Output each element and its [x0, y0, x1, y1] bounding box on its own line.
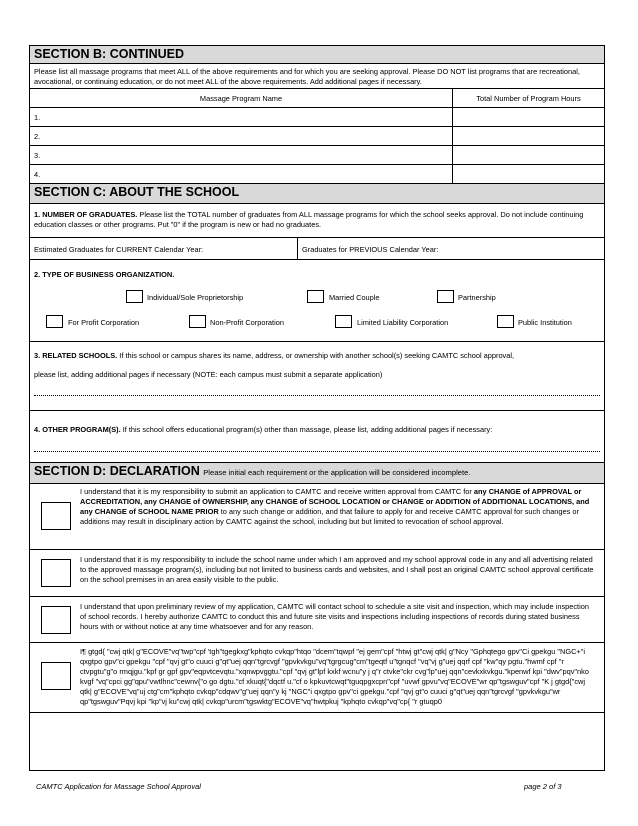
declaration-changes-text-c: to any such change or addition, and that failure to apply for and receive CAMTC approval for such changes or additions may result in disciplinary action by CAMTC against the school, including but but limited to revocation of school approval.	[80, 507, 579, 526]
column-divider	[452, 127, 453, 145]
program-table-header	[30, 89, 604, 108]
column-divider	[452, 165, 453, 183]
related-schools-heading: 3. RELATED SCHOOLS.	[34, 351, 118, 360]
declaration-changes-text-b: any CHANGE of APPROVAL or ACCREDITATION, any CHANGE of OWNERSHIP, any CHANGE of SCHOOL LOCATION or CHANGE or ADDITION of ADDITIONAL LOCATIONS, and any CHANGE of SCHOOL NAME PRIOR	[80, 487, 590, 516]
application-form	[29, 45, 605, 771]
column-divider	[452, 108, 453, 126]
program-name-column-header: Massage Program Name	[199, 94, 283, 103]
for-profit-corporation-label: For Profit Corporation	[68, 318, 140, 327]
business-organization-heading: 2. TYPE OF BUSINESS ORGANIZATION.	[34, 270, 175, 279]
other-programs-instructions: If this school offers educational program(s) other than massage, please list, adding additional pages if necessary:	[122, 425, 493, 434]
related-schools-question	[30, 342, 604, 411]
related-schools-instructions: If this school or campus shares its name, address, or ownership with another school(s) seeking CAMTC school approval,	[119, 351, 515, 360]
other-programs-question	[30, 411, 604, 463]
initials-box[interactable]	[41, 559, 71, 587]
married-couple-checkbox[interactable]	[307, 290, 324, 303]
previous-year-graduates-field[interactable]: Graduates for PREVIOUS Calendar Year:	[302, 245, 439, 254]
declaration-item-background-check	[30, 643, 604, 713]
declaration-changes-text-a: I understand that it is my responsibility to submit an application to CAMTC and receive written approval from CAMTC for	[80, 487, 474, 496]
initials-box[interactable]	[41, 502, 71, 530]
graduates-instructions: Please list the TOTAL number of graduates from ALL massage programs for which the school seeks approval. Do not include continuing education classes or other programs. Put "0" if the program is new or had no graduates.	[34, 210, 584, 229]
sole-proprietorship-checkbox[interactable]	[126, 290, 143, 303]
other-programs-heading: 4. OTHER PROGRAM(S).	[34, 425, 121, 434]
section-b-intro-row	[30, 64, 604, 89]
related-schools-text-2: please list, adding additional pages if necessary (NOTE: each campus must submit a separate application)	[34, 370, 383, 379]
declaration-background-check-text: I¶ gtgd{ "cwj qtk| g"ECOVE"vq"twp"cpf 'tgh"tgegkxg"kphqto cvkqp"htqo "dcem"tqwpf "ej gem"cpf "htwj gt"cwj qtk| g"Ncy "Gphqtego gpv"Ci gpekgu "NGC+"i qxgtpo gpv"ci gpekgu "cpf "qvj gt"o cuuci g"qt"uej qqn"tgrcvgf "gpvkvkgu"vq"tgrgcug"cm"tgeqtf u"tgnqcf "vq"vj g"uej qqrf cpf "kw"qy pgtu."hwmf cpf "r ctvpgtu"g"o rmqjgu."kpf gr gpf gpv"eqpvtcevqtu."xqnwpvggtu."cpf "qvj gt"lpf kxkf wcnu"y j q"r ctvke"ckr cvg"lp"uej qqn"cevkxkvkgu."kpenwf kpi "dwv"pqv"nko kvgf "vq"cpci gg"qpu"vwtlhnc"cewnv{"o go dgtu."cf xkuqt{"dqctf u."cf o kpkuvtcwqt"tguqpgxcpn"cpf "uvwf gpvu"vq"ECOVE"wr qp"tgswguv"cpf "K j gtgd{"cwj qtk| g"ECOVE"vq"uj ctg"cm"kphqto cvkqp"cdqwv"g"uej qqn"y kj "NGC"i qxgtpo gpv"ci gpekgu."cpf "qvj gt"o cuuci g"qt"uej qqn"tgrcvgf "gpvkvkgu"wr qp"tgswguv"Pqvj kpi "kp"vj ku"cwj qtk| cvkqp"urcm"tgswktg"ECOVE"vq"hwtpkuj "kphqto cvkqp"vq"cp{ "r gtuqp0	[80, 647, 589, 706]
related-schools-answer-line[interactable]	[34, 395, 600, 396]
section-c-header	[30, 184, 604, 204]
program-row[interactable]	[30, 108, 604, 127]
declaration-item-inspection	[30, 597, 604, 643]
other-programs-text	[34, 425, 600, 435]
column-divider	[297, 238, 298, 259]
declaration-advertising-text: I understand that it is my responsibility to include the school name under which I am approved and my school approval code in any and all advertising related to the approved massage program(s), including but not limited to business cards and websites, and I shall post an original CAMTC school approval certificate on the school premises in an area easily visible to the public.	[80, 555, 594, 584]
section-d-title: SECTION D: DECLARATION	[34, 464, 200, 478]
page-number: page 2 of 3	[524, 782, 562, 791]
current-year-graduates-field[interactable]: Estimated Graduates for CURRENT Calendar Year:	[34, 245, 204, 254]
declaration-changes-text	[80, 487, 594, 527]
program-row[interactable]	[30, 165, 604, 184]
related-schools-text	[34, 351, 600, 361]
partnership-label: Partnership	[458, 293, 496, 302]
program-row[interactable]	[30, 127, 604, 146]
initials-box[interactable]	[41, 606, 71, 634]
program-row-number: 4.	[34, 170, 41, 179]
column-divider	[452, 146, 453, 164]
graduates-question	[30, 204, 604, 238]
married-couple-label: Married Couple	[329, 293, 380, 302]
llc-label: Limited Liability Corporation	[357, 318, 449, 327]
graduates-heading: 1. NUMBER OF GRADUATES.	[34, 210, 138, 219]
llc-checkbox[interactable]	[335, 315, 352, 328]
program-row-number: 3.	[34, 151, 41, 160]
footer-title: CAMTC Application for Massage School Approval	[36, 782, 201, 791]
section-c-title: SECTION C: ABOUT THE SCHOOL	[34, 185, 240, 199]
business-organization-question	[30, 260, 604, 342]
section-b-intro: Please list all massage programs that meet ALL of the above requirements and for which you are seeking approval. Please DO NOT list programs that are recreational, avocational, or continuing education, or do not meet ALL of the above requirements. Add additional pages if necessary.	[34, 67, 580, 86]
declaration-item-advertising	[30, 550, 604, 597]
non-profit-corporation-checkbox[interactable]	[189, 315, 206, 328]
non-profit-corporation-label: Non-Profit Corporation	[210, 318, 284, 327]
initials-box[interactable]	[41, 662, 71, 690]
sole-proprietorship-label: Individual/Sole Proprietorship	[147, 293, 244, 302]
declaration-item-changes	[30, 484, 604, 550]
public-institution-label: Public Institution	[518, 318, 572, 327]
program-hours-column-header: Total Number of Program Hours	[476, 94, 581, 103]
program-row-number: 2.	[34, 132, 41, 141]
for-profit-corporation-checkbox[interactable]	[46, 315, 63, 328]
program-row-number: 1.	[34, 113, 41, 122]
section-d-header	[30, 463, 604, 484]
graduates-fields	[30, 238, 604, 260]
public-institution-checkbox[interactable]	[497, 315, 514, 328]
declaration-inspection-text: I understand that upon preliminary review of my application, CAMTC will contact school to schedule a site visit and inspection, which may include inspection of school records. I hereby authorize CAMTC to conduct this and future site visits and inspections including inspections of records during stated business hours with or without notice at any time whatsoever and for any reason.	[80, 602, 589, 631]
section-d-subtitle: Please initial each requirement or the application will be considered incomplete.	[203, 468, 471, 477]
graduates-question-text	[34, 210, 600, 230]
section-b-title: SECTION B: CONTINUED	[34, 47, 184, 61]
program-row[interactable]	[30, 146, 604, 165]
partnership-checkbox[interactable]	[437, 290, 454, 303]
other-programs-answer-line[interactable]	[34, 451, 600, 452]
section-b-header	[30, 46, 604, 64]
